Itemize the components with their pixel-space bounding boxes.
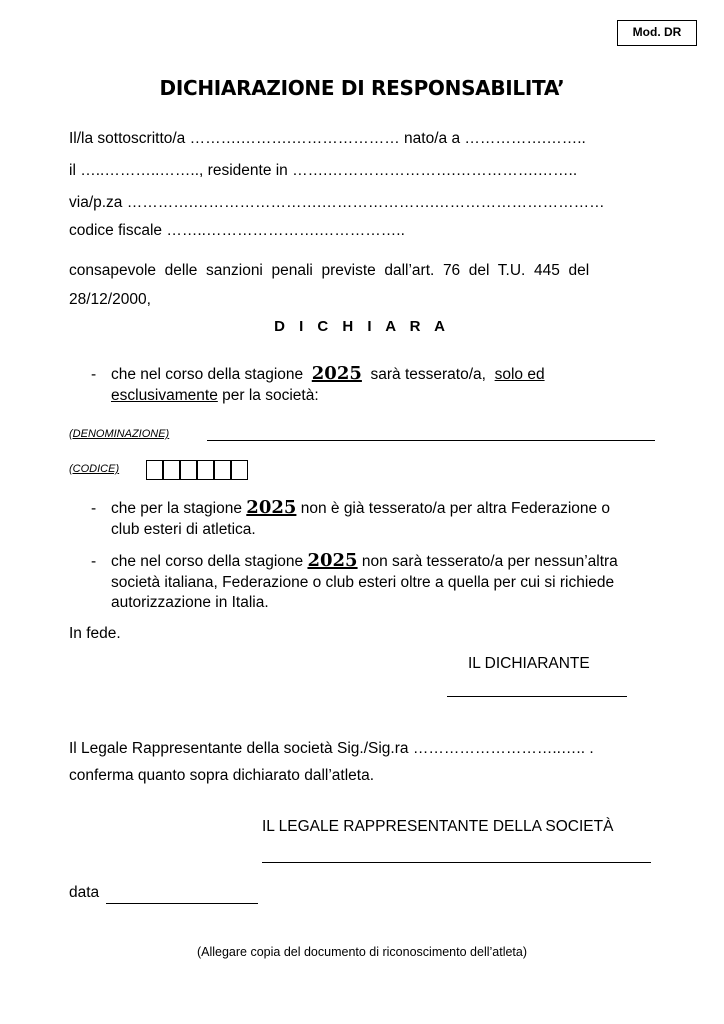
bullet1-emphasis2: esclusivamente (111, 387, 218, 404)
footnote: (Allegare copia del documento di riconoscimento dell’atleta) (196, 945, 528, 959)
bullet1-emphasis: solo ed (494, 366, 545, 383)
bullet2-text: che per la stagione (111, 500, 242, 517)
legale-text: Il Legale Rappresentante della società Sig./Sig.ra (69, 740, 409, 757)
bullet-dash: - (91, 500, 97, 517)
personal-line-address (69, 194, 605, 212)
codice-cell[interactable] (197, 460, 214, 480)
address-field[interactable]: ………….…………………….………………….…………………………… (126, 194, 605, 211)
residence-label: residente in (207, 162, 288, 179)
document-title: DICHIARAZIONE DI RESPONSABILITA’ (159, 76, 565, 100)
bullet-dash: - (91, 366, 97, 383)
bullet2-line2: club esteri di atletica. (111, 521, 256, 538)
name-label: Il/la sottoscritto/a (69, 130, 186, 147)
denominazione-label: (DENOMINAZIONE) (69, 428, 170, 440)
season-year: 2025 (307, 550, 358, 571)
in-fede: In fede. (69, 625, 121, 642)
codice-cell[interactable] (214, 460, 231, 480)
bullet1-line2 (111, 386, 319, 406)
personal-line-taxcode (69, 222, 405, 240)
legale-signature-label: IL LEGALE RAPPRESENTANTE DELLA SOCIETÀ (262, 818, 614, 835)
birthplace-field[interactable]: …………….…….. (464, 130, 586, 147)
season-year: 2025 (311, 363, 362, 384)
bullet2-line1 (111, 498, 610, 519)
bullet1-line1 (111, 364, 545, 385)
declarant-signature-line[interactable] (447, 696, 627, 697)
codice-cell[interactable] (146, 460, 163, 480)
bullet3-line3: autorizzazione in Italia. (111, 594, 269, 611)
birthdate-field[interactable]: …..………..…….., (80, 162, 204, 179)
legale-line2: conferma quanto sopra dichiarato dall’atleta. (69, 767, 375, 784)
codice-cell[interactable] (180, 460, 197, 480)
birthdate-label: il (69, 162, 76, 179)
season-year: 2025 (246, 497, 297, 518)
personal-line-birthdate (69, 162, 577, 180)
taxcode-field[interactable]: ……..………………….…………….. (166, 222, 405, 239)
address-label: via/p.za (69, 194, 123, 211)
birthplace-label: nato/a a (404, 130, 461, 147)
bullet1-text3: per la società: (222, 387, 319, 404)
model-code-badge: Mod. DR (617, 20, 697, 46)
residence-field[interactable]: …….…………………….…………….…….. (292, 162, 578, 179)
bullet3-line2: società italiana, Federazione o club esteri oltre a quella per cui si richiede (111, 574, 615, 591)
bullet-dash: - (91, 553, 97, 570)
bullet3-text: che nel corso della stagione (111, 553, 304, 570)
date-label: data (69, 884, 100, 901)
consapevole-line2: 28/12/2000, (69, 291, 151, 308)
bullet1-text: che nel corso della stagione (111, 366, 304, 383)
codice-cell[interactable] (231, 460, 248, 480)
dichiara-heading: D I C H I A R A (274, 318, 450, 335)
name-field[interactable]: ……….……….………………… (189, 130, 400, 147)
denominazione-field[interactable] (207, 440, 655, 441)
codice-cell[interactable] (163, 460, 180, 480)
codice-label: (CODICE) (69, 463, 120, 475)
date-field[interactable] (106, 903, 258, 904)
legale-name-field[interactable]: ………………………..….. . (412, 740, 594, 757)
legale-line1 (69, 740, 594, 758)
personal-line-name (69, 130, 586, 148)
consapevole-line1: consapevole delle sanzioni penali previste dall’art. 76 del T.U. 445 del (69, 262, 590, 279)
declarant-label: IL DICHIARANTE (468, 655, 590, 672)
bullet2-text2: non è già tesserato/a per altra Federazione o (300, 500, 611, 517)
bullet1-text2: sarà tesserato/a, (370, 366, 486, 383)
bullet3-line1 (111, 551, 618, 572)
taxcode-label: codice fiscale (69, 222, 163, 239)
bullet3-text2: non sarà tesserato/a per nessun’altra (361, 553, 618, 570)
legale-signature-line[interactable] (262, 862, 651, 863)
